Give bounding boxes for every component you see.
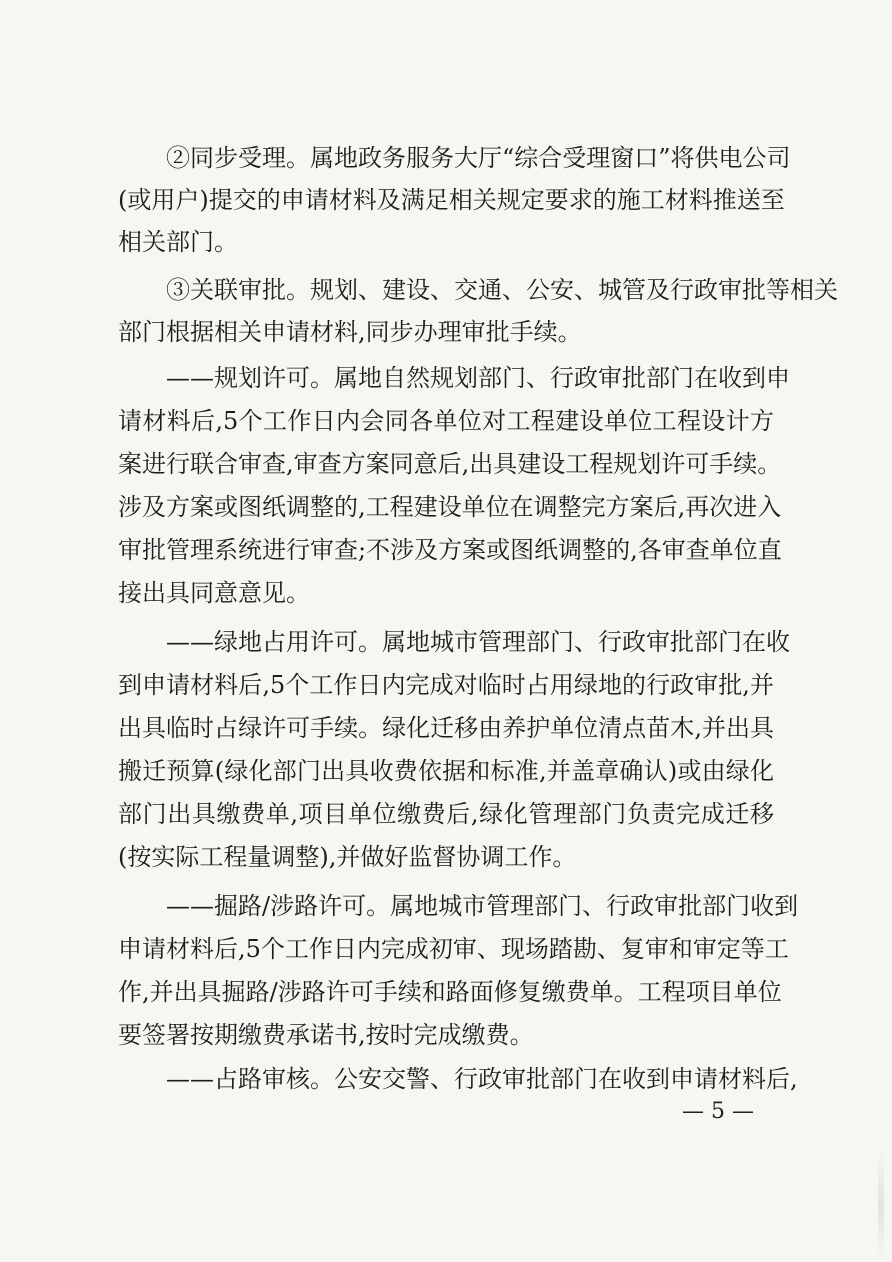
para-greenland-permit-line-3: 出具临时占绿许可手续。绿化迁移由养护单位清点苗木,并出具 — [118, 714, 774, 742]
para-sync-accept-line-1: ②同步受理。属地政务服务大厅“综合受理窗口”将供电公司 — [166, 144, 791, 172]
para-greenland-permit-line-5: 部门出具缴费单,项目单位缴费后,绿化管理部门负责完成迁移 — [118, 800, 774, 828]
para-sync-accept-line-2: (或用户)提交的申请材料及满足相关规定要求的施工材料推送至 — [118, 186, 785, 214]
para-linked-approval-line-2: 部门根据相关申请材料,同步办理审批手续。 — [118, 318, 582, 346]
para-road-excavation-line-2: 申请材料后,5个工作日内完成初审、现场踏勘、复审和审定等工 — [118, 935, 789, 963]
para-planning-permit-line-1: ——规划许可。属地自然规划部门、行政审批部门在收到申 — [166, 364, 790, 392]
para-road-occupation-line-1: ——占路审核。公安交警、行政审批部门在收到申请材料后, — [166, 1065, 798, 1093]
para-greenland-permit-line-4: 搬迁预算(绿化部门出具收费依据和标准,并盖章确认)或由绿化 — [118, 757, 774, 785]
para-greenland-permit-line-6: (按实际工程量调整),并做好监督协调工作。 — [118, 843, 577, 871]
para-planning-permit-line-5: 审批管理系统进行审查;不涉及方案或图纸调整的,各审查单位直 — [118, 536, 782, 564]
para-greenland-permit-line-1: ——绿地占用许可。属地城市管理部门、行政审批部门在收 — [166, 628, 790, 656]
para-planning-permit-line-6: 接出具同意意见。 — [118, 579, 310, 607]
para-sync-accept-line-3: 相关部门。 — [118, 228, 238, 256]
para-road-excavation-line-1: ——掘路/涉路许可。属地城市管理部门、行政审批部门收到 — [166, 892, 799, 920]
para-road-excavation-line-3: 作,并出具掘路/涉路许可手续和路面修复缴费单。工程项目单位 — [118, 978, 782, 1006]
para-planning-permit-line-3: 案进行联合审查,审查方案同意后,出具建设工程规划许可手续。 — [118, 450, 782, 478]
para-planning-permit-line-4: 涉及方案或图纸调整的,工程建设单位在调整完方案后,再次进入 — [118, 493, 782, 521]
scan-edge-shadow — [878, 1150, 884, 1260]
para-greenland-permit-line-2: 到申请材料后,5个工作日内完成对临时占用绿地的行政审批,并 — [118, 671, 774, 699]
para-planning-permit-line-2: 请材料后,5个工作日内会同各单位对工程建设单位工程设计方 — [118, 407, 774, 435]
para-road-excavation-line-4: 要签署按期缴费承诺书,按时完成缴费。 — [118, 1021, 534, 1049]
page-number: — 5 — — [682, 1099, 754, 1124]
para-linked-approval-line-1: ③关联审批。规划、建设、交通、公安、城管及行政审批等相关 — [166, 276, 838, 304]
